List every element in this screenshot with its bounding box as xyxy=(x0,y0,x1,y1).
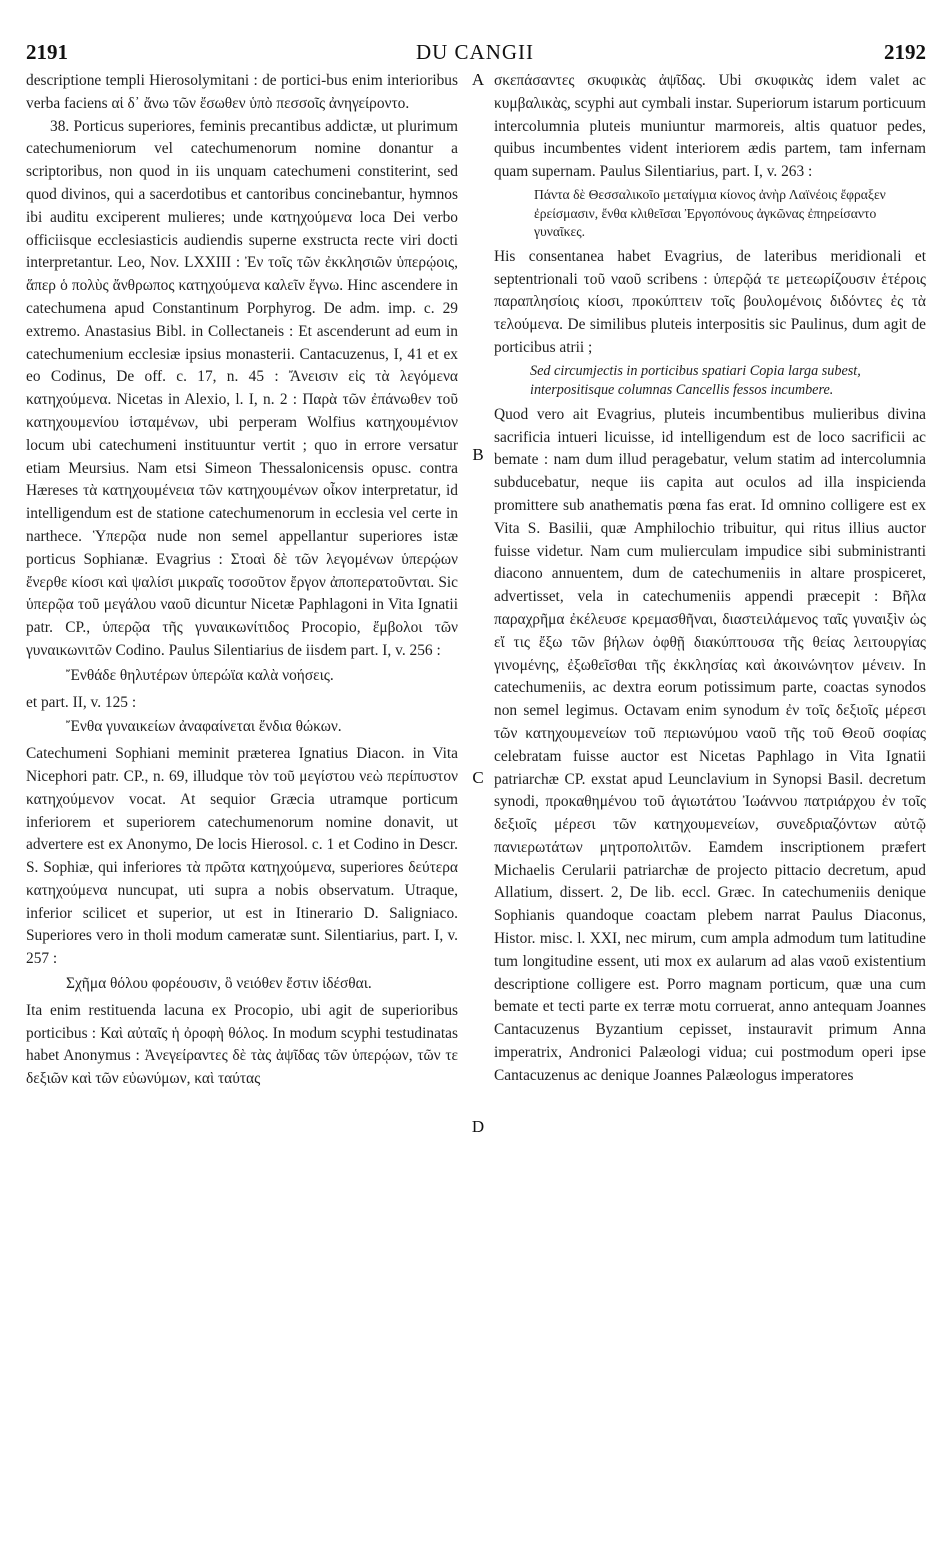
verse-quote: Ἔνθάδε θηλυτέρων ὑπερώϊα καλὰ νοήσεις. xyxy=(66,666,334,684)
margin-marker-c: C xyxy=(472,768,484,787)
paragraph: Catechumeni Sophiani meminit præterea Ignatius Diacon. in Vita Nicephori patr. CP., n. 69, illudque τὸν τοῦ μεγίστου νεὼ περίπυστον κατηχούμενον vocat. At sequior Græcia utramque porticum inferiorem et superiorem catechumenorum nomine donavit, ut advertere est ex Anonymo, De locis Hierosol. c. 1 et Codino in Descr. S. Sophiæ, qui inferiores τὰ πρῶτα κατηχούμενα, superiores δεύτερα κατηχούμενα nuncupat, uti supra a nobis observatum. Utraque, inferior scilicet et superior, ut est in Itinerario D. Saligniaco. Superiores vero in tholi modum cameratæ sunt. Silentiarius, part. I, v. 257 : xyxy=(26,745,458,968)
verse-quote: Πάντα δὲ Θεσσαλικοῖο μεταίγμια κίονος ἀνὴρ Λαϊνέοις ἔφραξεν ἐρείσμασιν, ἔνθα κλιθεῖσαι Ἐργοπόνους ἀγκῶνας ἐπηρείσαντο γυναῖκες. xyxy=(534,186,886,240)
paragraph: et part. II, v. 125 : xyxy=(26,693,137,711)
verse-quote: Ἔνθα γυναικείων ἀναφαίνεται ἔνδια θώκων. xyxy=(66,718,342,736)
running-title: DU CANGII xyxy=(415,40,535,64)
paragraph: His consentanea habet Evagrius, de lateribus meridionali et septentrionali τοῦ ναοῦ scribens : ὑπερῷά τε μετεωρίζουσιν ἑτέροις παραπλησίοις κίοσι, προκύπτειν τοῖς βουλομένοις διδόντες ἐς τὰ τελούμενα. De similibus pluteis interpositis sic Paulinus, dum agit de porticibus atrii ; xyxy=(494,247,926,356)
paragraph: Quod vero ait Evagrius, pluteis incumbentibus mulieribus divina sacrificia intueri licuisse, id intelligendum est de loco sacrificii ac bemate : nam dum illud peragebatur, velum statim ad intercolumnia subducebatur, neque iis capita aut oculos ad illa inspicienda promittere sub anathematis pœna fas erat. Id omnino colligere est ex Vita S. Basilii, quæ Amphilochio tribuitur, qui ritus illius auctor fuisse videtur. Nam cum mulierculam impudice sibi subministranti diacono annuentem, dum de catechumeniis in altare prospiceret, advertisset, vela in catechumeniis appendi præcepit : Βῆλα παραχρῆμα ἐκέλευσε κρεμασθῆναι, διαστειλάμενος ταῖς γυναιξὶν ὡς εἴ τις ἔξω τῶν βήλων ὀφθῇ διακύπτουσα τῆς θείας λειτουργίας γινομένης, ἐξωθεῖσθαι τῆς ἐκκλησίας καὶ ἀκοινώνητον μένειν. In catechumeniis, ac dextra eorum potissimum parte, coactas synodos non semel legimus. Octavam enim synodum ἐν τοῖς δεξιοῖς μέρεσι τῶν κατηχουμενείων τοῦ περιωνύμου ναοῦ τῆς τοῦ Θεοῦ σοφίας celebratam fuisse auctor est Nicetas Paphlago in Vita Ignatii patriarchæ CP. exstat apud Leunclavium in Synopsi Basil. decretum synodi, προκαθημένου τοῦ ἁγιωτάτου Ἰωάννου πατριάρχου ἐν τοῖς δεξιοῖς μέρεσι τῶν κατηχουμενείων, συνεδριαζόντων αὐτῷ πανιερωτάτων μητροπολιτῶν. Eamdem inscriptionem præfert Michaelis Cerularii patriarchæ de projecto pittacio decretum, apud Allatium, dissert. 2, De lib. eccl. Græc. In catechumeniis denique Sophianis quandoque coactam plebem narrat Paulus Diaconus, Histor. misc. l. XXI, nec mirum, cum ampla admodum tum latitudine tum longitudine essent, uti mox ex aularum ad alas ναοῦ existentium descriptione colligere est. Porro magnam porticum, quæ una cum bemate et tecti parte ex terræ motu corruerat, anno antequam Joannes Cantacuzenus Byzantium cepisset, instauravit primum Anna imperatrix, Andronici Palæologi vidua; cui postmodum operi ipse Cantacuzenus ac denique Joannes Palæologus imperatores xyxy=(494,405,926,1084)
right-column xyxy=(494,70,926,1088)
paragraph: Ita enim restituenda lacuna ex Procopio, ubi agit de superioribus porticibus : Καὶ αὐταῖς ἡ ὀροφὴ θόλος. In modum scyphi testudinatas habet Anonymus : Ἀνεγείραντες δὲ τὰς ἀψῖδας τῶν ὑπερῴων, τῶν τε δεξιῶν καὶ τῶν εὐωνύμων, καὶ ταύτας xyxy=(26,1001,458,1088)
left-column xyxy=(26,70,458,1091)
right-page-number: 2192 xyxy=(884,40,926,64)
margin-marker-d: D xyxy=(471,1117,485,1136)
verse-quote: Σχῆμα θόλου φορέουσιν, ὃ νειόθεν ἔστιν ἰδέσθαι. xyxy=(66,975,372,993)
margin-marker-b: B xyxy=(472,445,484,464)
latin-verse-quote: Sed circumjectis in porticibus spatiari Copia larga subest, interpositisque columnas Cancellis fessos incumbere. xyxy=(530,362,861,398)
paragraph: descriptione templi Hierosolymitani : de portici-bus enim interioribus verba faciens αἱ δ᾽ ἄνω τῶν ἔσωθεν ὑπὸ πεσσοῖς ἀνηγείροντο. xyxy=(26,72,458,112)
margin-marker-a: A xyxy=(471,70,485,89)
paragraph: 38. Porticus superiores, feminis precantibus addictæ, ut plurimum catechumeniorum vel catechumenorum nomine donantur a scriptoribus, non quod in iis unquam catechumeni constiterint, sed quod divinos, qui a sacerdotibus et cantoribus concinebantur, hymnos ibi auditu exciperent mulieres; unde κατηχούμενα loca Dei verbo officiisque ecclesiasticis audiendis superne exstructa recte viri docti interpretantur. Leo, Nov. LXXIII : Ἐν τοῖς τῶν ἐκκλησιῶν ὑπερῴοις, ἅπερ ὁ πολὺς ἄνθρωπος κατηχούμενα καλεῖν ἔγνω. Hinc ascendere in catechumena apud Constantinum Porphyrog. De adm. imp. c. 29 extremo. Anastasius Bibl. in Collectaneis : Et ascenderunt ad eum in catechumenium ecclesiæ ipsius monasterii. Cantacuzenus, I, 41 et ex eo Codinus, De off. c. 17, n. 45 : Ἄνεισιν εἰς τὰ λεγόμενα κατηχούμενα. Nicetas in Alexio, l. I, n. 2 : Παρὰ τῶν ἐπάνωθεν τοῦ κατηχουμενίου ἱσταμένων, ubi perperam Wolfius κατηχουμένιον locum ubi catechumeni instituuntur vertit ; quo in errore versatur etiam Meursius. Nam etsi Simeon Thessalonicensis opusc. contra Hæreses τὰ κατηχουμένεια τῶν κατηχουμένων οἶκον interpretatur, id intelligendum est de statione catechumenorum in ecclesia vel certe in narthece. Ὑπερῷα nude non semel appellantur superiores istæ porticus Sophianæ. Evagrius : Στοαὶ δὲ τῶν λεγομένων ὑπερῴων ἔνερθε κίοσι καὶ ψαλίσι μικραῖς τοσοῦτον ἔργον ἀποπερατοῦνται. Sic ὑπερῷα τοῦ μεγάλου ναοῦ dicuntur Nicetæ Paphlagoni in Vita Ignatii patr. CP., ὑπερῷα τῆς γυναικωνίτιδος Procopio, ἔμβολοι τῶν γυναικωνιτῶν Codino. Paulus Silentiarius de iisdem part. I, v. 256 : xyxy=(26,117,458,659)
paragraph: σκεπάσαντες σκυφικὰς ἀψῖδας. Ubi σκυφικὰς idem valet ac κυμβαλικὰς, scyphi aut cymbali instar. Superiorum istarum porticuum intercolumnia pluteis muniuntur marmoreis, altis quatuor pedes, quibus incumbentes vident interiorem ædis partem, tam infernam quam supernam. Paulus Silentiarius, part. I, v. 263 : xyxy=(494,72,926,181)
left-page-number: 2191 xyxy=(26,40,68,64)
